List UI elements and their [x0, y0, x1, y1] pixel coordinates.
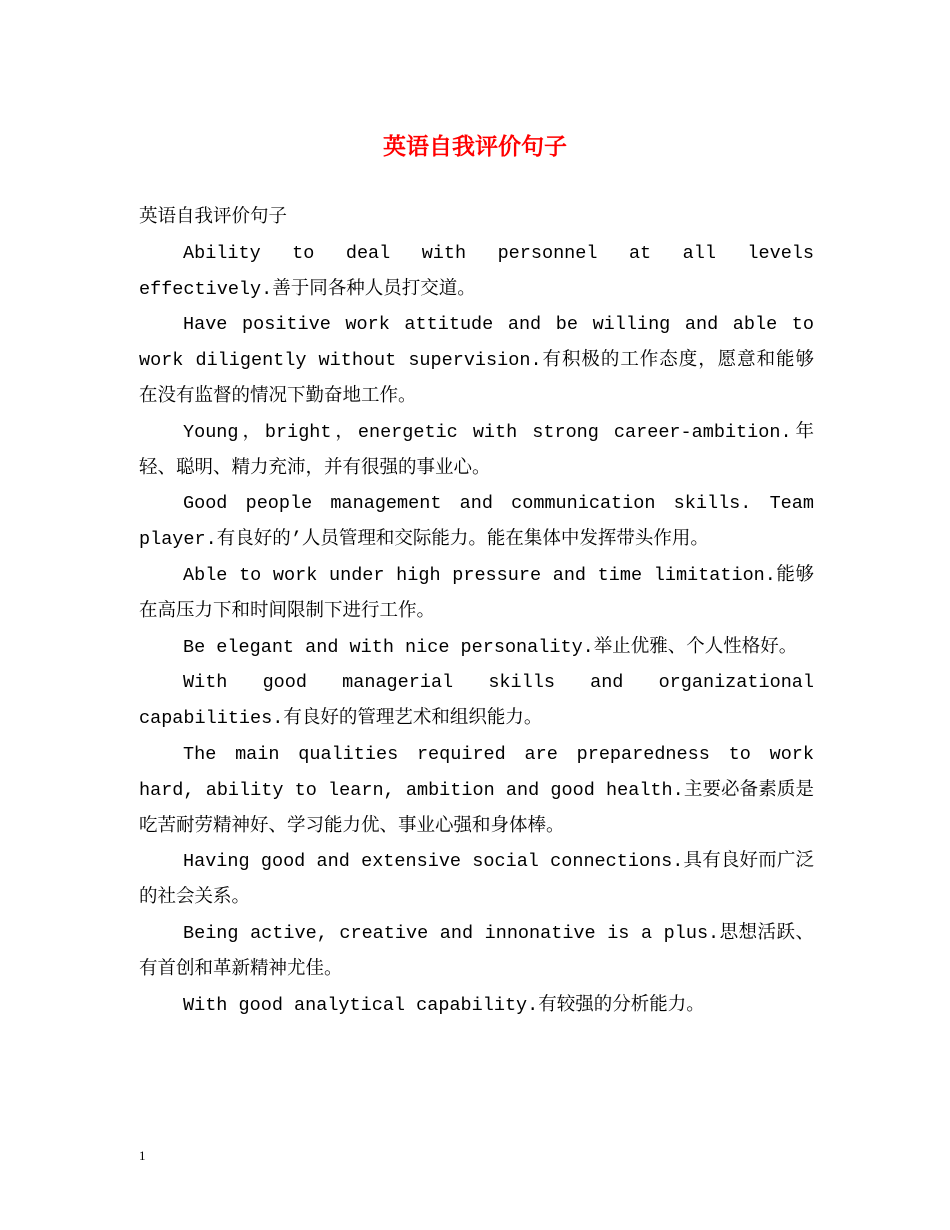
paragraph: The main qualities required are preparedness to work hard, ability to learn, ambition and good health.主要必备素质是吃苦耐劳精神好、学习能力优、事业心强和身体棒。 — [139, 743, 814, 837]
paragraph: Young，bright，energetic with strong career-ambition.年轻、聪明、精力充沛，并有很强的事业心。 — [139, 421, 814, 479]
subtitle-line: 英语自我评价句子 — [139, 207, 288, 228]
paragraph: Have positive work attitude and be willing and able to work diligently without supervision.有积极的工作态度，愿意和能够在没有监督的情况下勤奋地工作。 — [139, 314, 814, 407]
page-number: 1 — [139, 1148, 146, 1163]
paragraph: Being active, creative and innonative is a plus.思想活跃、有首创和革新精神尤佳。 — [139, 922, 814, 980]
paragraph: With good managerial skills and organizational capabilities.有良好的管理艺术和组织能力。 — [139, 672, 814, 730]
paragraph: Able to work under high pressure and time limitation.能够在高压力下和时间限制下进行工作。 — [139, 564, 814, 622]
document-title: 英语自我评价句子 — [383, 133, 567, 160]
paragraph: Ability to deal with personnel at all levels effectively.善于同各种人员打交道。 — [139, 242, 814, 300]
paragraph: Having good and extensive social connections.具有良好而广泛的社会关系。 — [139, 851, 814, 909]
paragraph: Be elegant and with nice personality.举止优雅、个人性格好。 — [183, 636, 798, 658]
document-body — [139, 200, 814, 1023]
paragraph: Good people management and communication skills. Team player.有良好的’人员管理和交际能力。能在集体中发挥带头作用。 — [139, 493, 814, 551]
paragraph: With good analytical capability.有较强的分析能力。 — [183, 994, 705, 1016]
